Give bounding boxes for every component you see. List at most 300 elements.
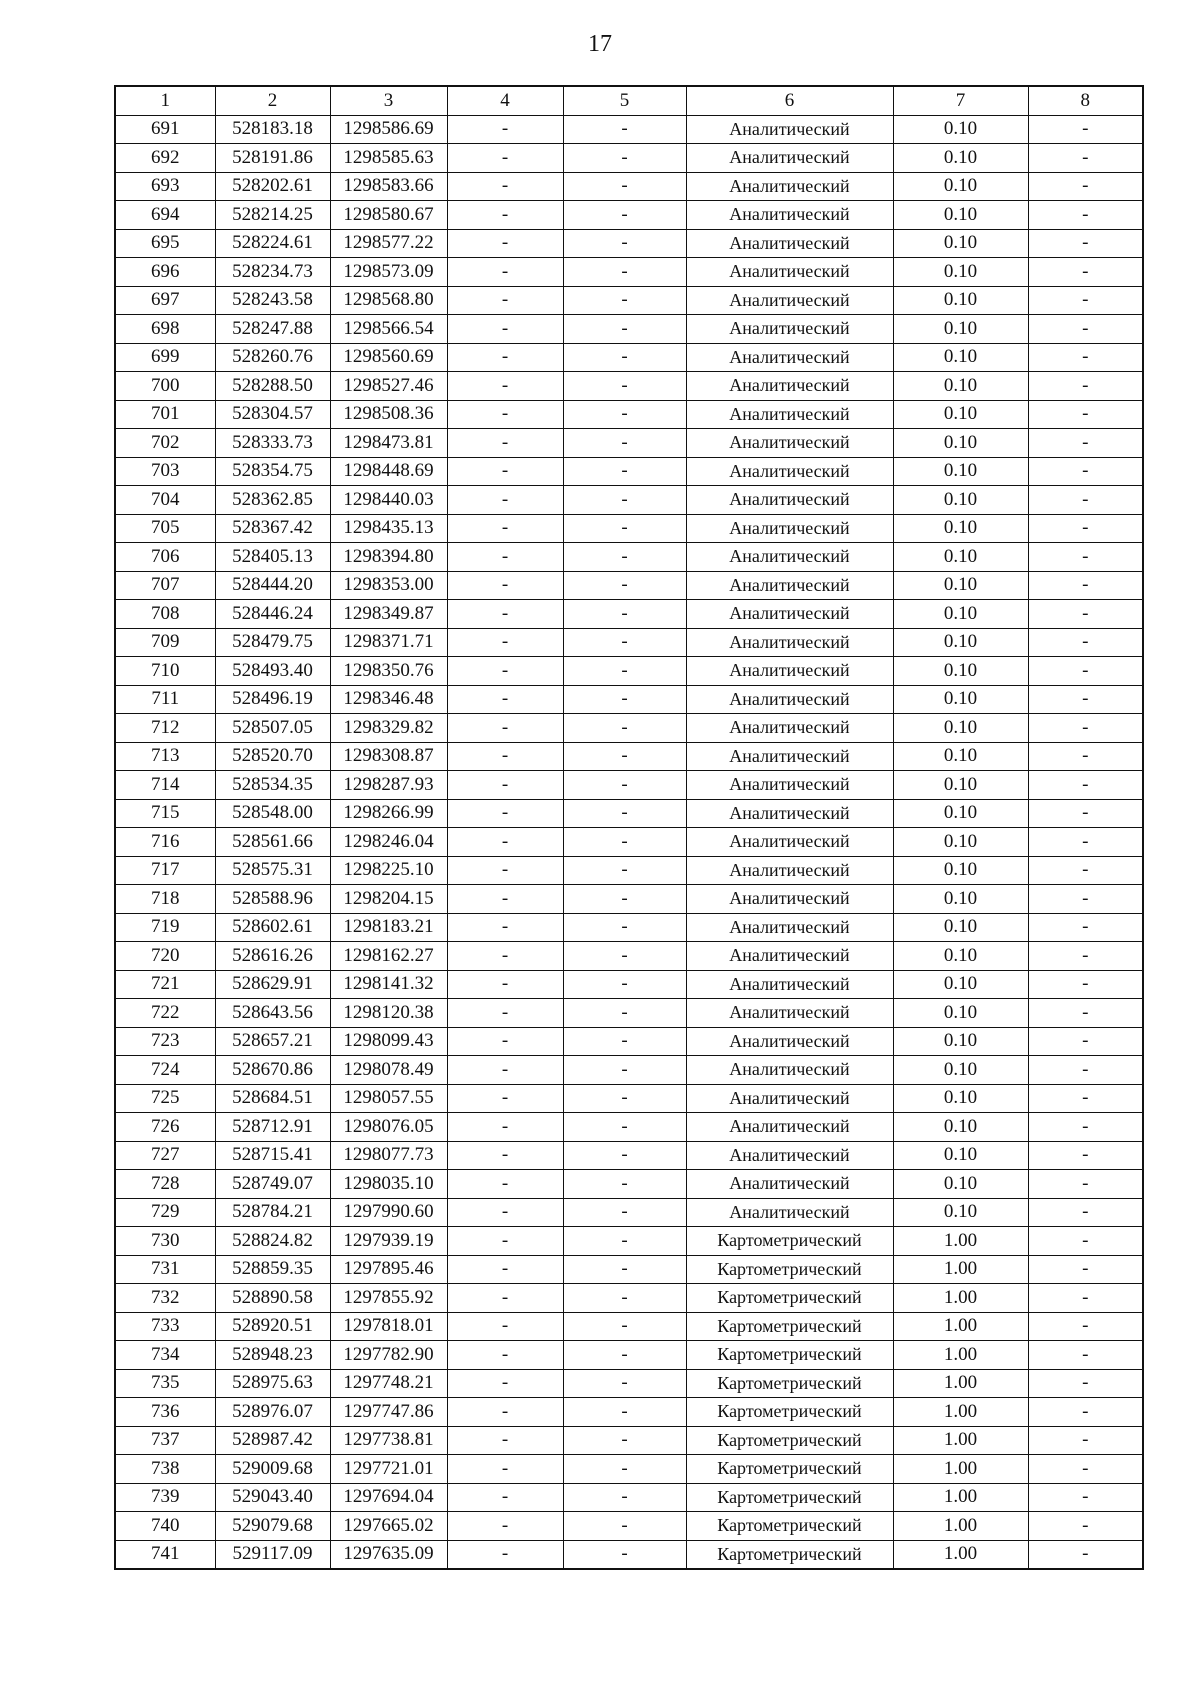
col-4-value-cell: - (447, 1113, 563, 1142)
accuracy-cell: 0.10 (893, 201, 1028, 230)
col-4-value-cell: - (447, 1084, 563, 1113)
col-8-value-cell: - (1028, 1141, 1143, 1170)
point-number-cell: 704 (115, 486, 215, 515)
col-8-value-cell: - (1028, 1540, 1143, 1569)
point-number-cell: 719 (115, 913, 215, 942)
point-number-cell: 737 (115, 1426, 215, 1455)
col-4-value-cell: - (447, 828, 563, 857)
y-coordinate-cell: 1298566.54 (330, 315, 447, 344)
col-8-value-cell: - (1028, 115, 1143, 144)
table-row (115, 1056, 1143, 1085)
x-coordinate-cell: 528712.91 (215, 1113, 330, 1142)
col-4-value-cell: - (447, 1398, 563, 1427)
col-8-value-cell: - (1028, 999, 1143, 1028)
accuracy-cell: 0.10 (893, 999, 1028, 1028)
y-coordinate-cell: 1297748.21 (330, 1369, 447, 1398)
table-row (115, 1113, 1143, 1142)
col-5-value-cell: - (563, 828, 686, 857)
method-cell: Аналитический (686, 1084, 893, 1113)
point-number-cell: 703 (115, 457, 215, 486)
method-cell: Картометрический (686, 1341, 893, 1370)
table-row (115, 913, 1143, 942)
point-number-cell: 695 (115, 229, 215, 258)
x-coordinate-cell: 528304.57 (215, 400, 330, 429)
y-coordinate-cell: 1298077.73 (330, 1141, 447, 1170)
y-coordinate-cell: 1298162.27 (330, 942, 447, 971)
accuracy-cell: 0.10 (893, 571, 1028, 600)
x-coordinate-cell: 528183.18 (215, 115, 330, 144)
x-coordinate-cell: 528405.13 (215, 543, 330, 572)
method-cell: Картометрический (686, 1369, 893, 1398)
col-4-value-cell: - (447, 913, 563, 942)
col-5-value-cell: - (563, 315, 686, 344)
table-row (115, 1227, 1143, 1256)
accuracy-cell: 0.10 (893, 1056, 1028, 1085)
col-8-value-cell: - (1028, 1284, 1143, 1313)
col-8-value-cell: - (1028, 571, 1143, 600)
table-row (115, 1027, 1143, 1056)
point-number-cell: 701 (115, 400, 215, 429)
accuracy-cell: 0.10 (893, 885, 1028, 914)
col-4-value-cell: - (447, 486, 563, 515)
col-4-value-cell: - (447, 1369, 563, 1398)
col-4-value-cell: - (447, 1512, 563, 1541)
accuracy-cell: 0.10 (893, 315, 1028, 344)
method-cell: Аналитический (686, 1056, 893, 1085)
col-5-value-cell: - (563, 1284, 686, 1313)
x-coordinate-cell: 528948.23 (215, 1341, 330, 1370)
point-number-cell: 722 (115, 999, 215, 1028)
x-coordinate-cell: 528493.40 (215, 657, 330, 686)
col-4-value-cell: - (447, 885, 563, 914)
x-coordinate-cell: 529043.40 (215, 1483, 330, 1512)
col-5-value-cell: - (563, 657, 686, 686)
x-coordinate-cell: 528479.75 (215, 628, 330, 657)
x-coordinate-cell: 528890.58 (215, 1284, 330, 1313)
point-number-cell: 709 (115, 628, 215, 657)
y-coordinate-cell: 1297939.19 (330, 1227, 447, 1256)
col-8-value-cell: - (1028, 144, 1143, 173)
col-4-value-cell: - (447, 429, 563, 458)
method-cell: Аналитический (686, 970, 893, 999)
x-coordinate-cell: 528784.21 (215, 1198, 330, 1227)
method-cell: Аналитический (686, 315, 893, 344)
x-coordinate-cell: 528629.91 (215, 970, 330, 999)
accuracy-cell: 0.10 (893, 1198, 1028, 1227)
method-cell: Картометрический (686, 1483, 893, 1512)
point-number-cell: 726 (115, 1113, 215, 1142)
table-row (115, 1540, 1143, 1569)
y-coordinate-cell: 1298371.71 (330, 628, 447, 657)
col-5-value-cell: - (563, 1312, 686, 1341)
point-number-cell: 718 (115, 885, 215, 914)
col-5-value-cell: - (563, 999, 686, 1028)
method-cell: Аналитический (686, 201, 893, 230)
col-4-value-cell: - (447, 1455, 563, 1484)
x-coordinate-cell: 529079.68 (215, 1512, 330, 1541)
x-coordinate-cell: 528224.61 (215, 229, 330, 258)
col-8-value-cell: - (1028, 1113, 1143, 1142)
table-row (115, 628, 1143, 657)
method-cell: Аналитический (686, 1027, 893, 1056)
col-4-value-cell: - (447, 543, 563, 572)
col-4-value-cell: - (447, 400, 563, 429)
y-coordinate-cell: 1298225.10 (330, 856, 447, 885)
col-4-value-cell: - (447, 1312, 563, 1341)
point-number-cell: 732 (115, 1284, 215, 1313)
y-coordinate-cell: 1298568.80 (330, 286, 447, 315)
col-5-value-cell: - (563, 1369, 686, 1398)
table-row (115, 201, 1143, 230)
method-cell: Аналитический (686, 913, 893, 942)
y-coordinate-cell: 1297665.02 (330, 1512, 447, 1541)
col-5-value-cell: - (563, 913, 686, 942)
point-number-cell: 723 (115, 1027, 215, 1056)
table-row (115, 1312, 1143, 1341)
col-4-value-cell: - (447, 714, 563, 743)
col-5-value-cell: - (563, 400, 686, 429)
x-coordinate-cell: 528367.42 (215, 514, 330, 543)
table-row (115, 172, 1143, 201)
point-number-cell: 714 (115, 771, 215, 800)
method-cell: Аналитический (686, 115, 893, 144)
method-cell: Аналитический (686, 600, 893, 629)
col-8-value-cell: - (1028, 742, 1143, 771)
col-5-value-cell: - (563, 1540, 686, 1569)
accuracy-cell: 0.10 (893, 913, 1028, 942)
y-coordinate-cell: 1298350.76 (330, 657, 447, 686)
x-coordinate-cell: 528920.51 (215, 1312, 330, 1341)
method-cell: Аналитический (686, 1198, 893, 1227)
accuracy-cell: 0.10 (893, 286, 1028, 315)
col-8-value-cell: - (1028, 514, 1143, 543)
y-coordinate-cell: 1297990.60 (330, 1198, 447, 1227)
y-coordinate-cell: 1298577.22 (330, 229, 447, 258)
method-cell: Аналитический (686, 514, 893, 543)
col-5-value-cell: - (563, 514, 686, 543)
col-5-value-cell: - (563, 543, 686, 572)
method-cell: Картометрический (686, 1227, 893, 1256)
table-row (115, 1483, 1143, 1512)
table-row (115, 144, 1143, 173)
table-row (115, 1398, 1143, 1427)
col-8-value-cell: - (1028, 1483, 1143, 1512)
y-coordinate-cell: 1297782.90 (330, 1341, 447, 1370)
point-number-cell: 697 (115, 286, 215, 315)
method-cell: Аналитический (686, 543, 893, 572)
col-8-value-cell: - (1028, 885, 1143, 914)
method-cell: Аналитический (686, 771, 893, 800)
col-4-value-cell: - (447, 457, 563, 486)
point-number-cell: 720 (115, 942, 215, 971)
accuracy-cell: 1.00 (893, 1540, 1028, 1569)
table-row (115, 771, 1143, 800)
accuracy-cell: 1.00 (893, 1398, 1028, 1427)
col-4-value-cell: - (447, 571, 563, 600)
x-coordinate-cell: 529009.68 (215, 1455, 330, 1484)
y-coordinate-cell: 1298078.49 (330, 1056, 447, 1085)
method-cell: Аналитический (686, 1141, 893, 1170)
table-row (115, 343, 1143, 372)
x-coordinate-cell: 528247.88 (215, 315, 330, 344)
col-8-value-cell: - (1028, 1455, 1143, 1484)
table-row (115, 286, 1143, 315)
point-number-cell: 740 (115, 1512, 215, 1541)
col-8-value-cell: - (1028, 372, 1143, 401)
accuracy-cell: 0.10 (893, 514, 1028, 543)
y-coordinate-cell: 1297895.46 (330, 1255, 447, 1284)
table-row (115, 1341, 1143, 1370)
method-cell: Аналитический (686, 856, 893, 885)
col-8-value-cell: - (1028, 1512, 1143, 1541)
point-number-cell: 702 (115, 429, 215, 458)
point-number-cell: 713 (115, 742, 215, 771)
col-4-value-cell: - (447, 1170, 563, 1199)
table-row (115, 457, 1143, 486)
col-4-value-cell: - (447, 942, 563, 971)
method-cell: Картометрический (686, 1455, 893, 1484)
col-8-value-cell: - (1028, 714, 1143, 743)
table-row (115, 1170, 1143, 1199)
accuracy-cell: 0.10 (893, 429, 1028, 458)
x-coordinate-cell: 528657.21 (215, 1027, 330, 1056)
accuracy-cell: 0.10 (893, 543, 1028, 572)
method-cell: Аналитический (686, 1170, 893, 1199)
y-coordinate-cell: 1298583.66 (330, 172, 447, 201)
y-coordinate-cell: 1298266.99 (330, 799, 447, 828)
accuracy-cell: 1.00 (893, 1312, 1028, 1341)
col-8-value-cell: - (1028, 315, 1143, 344)
col-4-value-cell: - (447, 1426, 563, 1455)
x-coordinate-cell: 528288.50 (215, 372, 330, 401)
method-cell: Аналитический (686, 628, 893, 657)
y-coordinate-cell: 1298586.69 (330, 115, 447, 144)
column-header-2: 2 (215, 86, 330, 115)
col-5-value-cell: - (563, 144, 686, 173)
table-row (115, 1255, 1143, 1284)
col-8-value-cell: - (1028, 343, 1143, 372)
table-row (115, 742, 1143, 771)
col-4-value-cell: - (447, 286, 563, 315)
col-8-value-cell: - (1028, 600, 1143, 629)
col-5-value-cell: - (563, 457, 686, 486)
accuracy-cell: 1.00 (893, 1483, 1028, 1512)
point-number-cell: 698 (115, 315, 215, 344)
col-5-value-cell: - (563, 286, 686, 315)
col-8-value-cell: - (1028, 1426, 1143, 1455)
point-number-cell: 728 (115, 1170, 215, 1199)
y-coordinate-cell: 1298308.87 (330, 742, 447, 771)
column-header-5: 5 (563, 86, 686, 115)
x-coordinate-cell: 528362.85 (215, 486, 330, 515)
x-coordinate-cell: 528191.86 (215, 144, 330, 173)
col-8-value-cell: - (1028, 942, 1143, 971)
y-coordinate-cell: 1298440.03 (330, 486, 447, 515)
x-coordinate-cell: 528616.26 (215, 942, 330, 971)
col-8-value-cell: - (1028, 1398, 1143, 1427)
col-5-value-cell: - (563, 1426, 686, 1455)
method-cell: Аналитический (686, 657, 893, 686)
accuracy-cell: 0.10 (893, 799, 1028, 828)
col-5-value-cell: - (563, 1512, 686, 1541)
method-cell: Аналитический (686, 999, 893, 1028)
point-number-cell: 725 (115, 1084, 215, 1113)
y-coordinate-cell: 1298141.32 (330, 970, 447, 999)
table-row (115, 885, 1143, 914)
accuracy-cell: 0.10 (893, 258, 1028, 287)
point-number-cell: 712 (115, 714, 215, 743)
point-number-cell: 691 (115, 115, 215, 144)
col-4-value-cell: - (447, 514, 563, 543)
x-coordinate-cell: 528602.61 (215, 913, 330, 942)
accuracy-cell: 0.10 (893, 742, 1028, 771)
col-8-value-cell: - (1028, 429, 1143, 458)
method-cell: Картометрический (686, 1540, 893, 1569)
x-coordinate-cell: 528260.76 (215, 343, 330, 372)
accuracy-cell: 0.10 (893, 172, 1028, 201)
method-cell: Аналитический (686, 1113, 893, 1142)
method-cell: Картометрический (686, 1512, 893, 1541)
table-row (115, 543, 1143, 572)
method-cell: Аналитический (686, 400, 893, 429)
col-5-value-cell: - (563, 771, 686, 800)
col-5-value-cell: - (563, 1455, 686, 1484)
col-5-value-cell: - (563, 343, 686, 372)
point-number-cell: 715 (115, 799, 215, 828)
point-number-cell: 708 (115, 600, 215, 629)
col-4-value-cell: - (447, 600, 563, 629)
method-cell: Аналитический (686, 486, 893, 515)
col-5-value-cell: - (563, 201, 686, 230)
col-5-value-cell: - (563, 429, 686, 458)
table-row (115, 315, 1143, 344)
col-5-value-cell: - (563, 1170, 686, 1199)
col-5-value-cell: - (563, 1056, 686, 1085)
x-coordinate-cell: 528975.63 (215, 1369, 330, 1398)
accuracy-cell: 1.00 (893, 1227, 1028, 1256)
col-8-value-cell: - (1028, 1227, 1143, 1256)
y-coordinate-cell: 1298329.82 (330, 714, 447, 743)
y-coordinate-cell: 1298435.13 (330, 514, 447, 543)
accuracy-cell: 0.10 (893, 942, 1028, 971)
accuracy-cell: 0.10 (893, 1113, 1028, 1142)
col-8-value-cell: - (1028, 286, 1143, 315)
x-coordinate-cell: 528548.00 (215, 799, 330, 828)
y-coordinate-cell: 1297855.92 (330, 1284, 447, 1313)
accuracy-cell: 0.10 (893, 657, 1028, 686)
table-row (115, 372, 1143, 401)
y-coordinate-cell: 1298349.87 (330, 600, 447, 629)
method-cell: Аналитический (686, 828, 893, 857)
col-8-value-cell: - (1028, 1198, 1143, 1227)
col-4-value-cell: - (447, 201, 563, 230)
table-row (115, 999, 1143, 1028)
method-cell: Аналитический (686, 229, 893, 258)
col-5-value-cell: - (563, 1027, 686, 1056)
col-8-value-cell: - (1028, 543, 1143, 572)
method-cell: Аналитический (686, 286, 893, 315)
col-8-value-cell: - (1028, 486, 1143, 515)
col-4-value-cell: - (447, 144, 563, 173)
accuracy-cell: 0.10 (893, 372, 1028, 401)
col-8-value-cell: - (1028, 1312, 1143, 1341)
col-5-value-cell: - (563, 486, 686, 515)
method-cell: Аналитический (686, 172, 893, 201)
col-8-value-cell: - (1028, 1369, 1143, 1398)
col-4-value-cell: - (447, 229, 563, 258)
col-4-value-cell: - (447, 1284, 563, 1313)
point-number-cell: 696 (115, 258, 215, 287)
point-number-cell: 707 (115, 571, 215, 600)
table-row (115, 856, 1143, 885)
col-8-value-cell: - (1028, 1084, 1143, 1113)
accuracy-cell: 0.10 (893, 343, 1028, 372)
point-number-cell: 738 (115, 1455, 215, 1484)
method-cell: Аналитический (686, 571, 893, 600)
accuracy-cell: 0.10 (893, 115, 1028, 144)
x-coordinate-cell: 528354.75 (215, 457, 330, 486)
col-4-value-cell: - (447, 1198, 563, 1227)
point-number-cell: 699 (115, 343, 215, 372)
column-header-3: 3 (330, 86, 447, 115)
col-5-value-cell: - (563, 1141, 686, 1170)
col-5-value-cell: - (563, 885, 686, 914)
point-number-cell: 717 (115, 856, 215, 885)
x-coordinate-cell: 528243.58 (215, 286, 330, 315)
col-8-value-cell: - (1028, 799, 1143, 828)
x-coordinate-cell: 528234.73 (215, 258, 330, 287)
accuracy-cell: 0.10 (893, 970, 1028, 999)
col-4-value-cell: - (447, 742, 563, 771)
method-cell: Аналитический (686, 942, 893, 971)
y-coordinate-cell: 1298057.55 (330, 1084, 447, 1113)
point-number-cell: 724 (115, 1056, 215, 1085)
x-coordinate-cell: 528575.31 (215, 856, 330, 885)
x-coordinate-cell: 528670.86 (215, 1056, 330, 1085)
method-cell: Аналитический (686, 144, 893, 173)
x-coordinate-cell: 528824.82 (215, 1227, 330, 1256)
table-row (115, 970, 1143, 999)
accuracy-cell: 1.00 (893, 1284, 1028, 1313)
method-cell: Аналитический (686, 885, 893, 914)
x-coordinate-cell: 528684.51 (215, 1084, 330, 1113)
x-coordinate-cell: 528333.73 (215, 429, 330, 458)
y-coordinate-cell: 1298287.93 (330, 771, 447, 800)
accuracy-cell: 0.10 (893, 771, 1028, 800)
point-number-cell: 734 (115, 1341, 215, 1370)
point-number-cell: 741 (115, 1540, 215, 1569)
col-5-value-cell: - (563, 742, 686, 771)
point-number-cell: 716 (115, 828, 215, 857)
col-4-value-cell: - (447, 315, 563, 344)
point-number-cell: 711 (115, 685, 215, 714)
table-row (115, 400, 1143, 429)
method-cell: Аналитический (686, 799, 893, 828)
x-coordinate-cell: 529117.09 (215, 1540, 330, 1569)
accuracy-cell: 0.10 (893, 600, 1028, 629)
x-coordinate-cell: 528561.66 (215, 828, 330, 857)
col-5-value-cell: - (563, 1483, 686, 1512)
col-8-value-cell: - (1028, 970, 1143, 999)
table-row (115, 1426, 1143, 1455)
col-4-value-cell: - (447, 1483, 563, 1512)
y-coordinate-cell: 1298560.69 (330, 343, 447, 372)
table-row (115, 1369, 1143, 1398)
col-4-value-cell: - (447, 685, 563, 714)
col-5-value-cell: - (563, 1255, 686, 1284)
table-row (115, 514, 1143, 543)
col-8-value-cell: - (1028, 771, 1143, 800)
